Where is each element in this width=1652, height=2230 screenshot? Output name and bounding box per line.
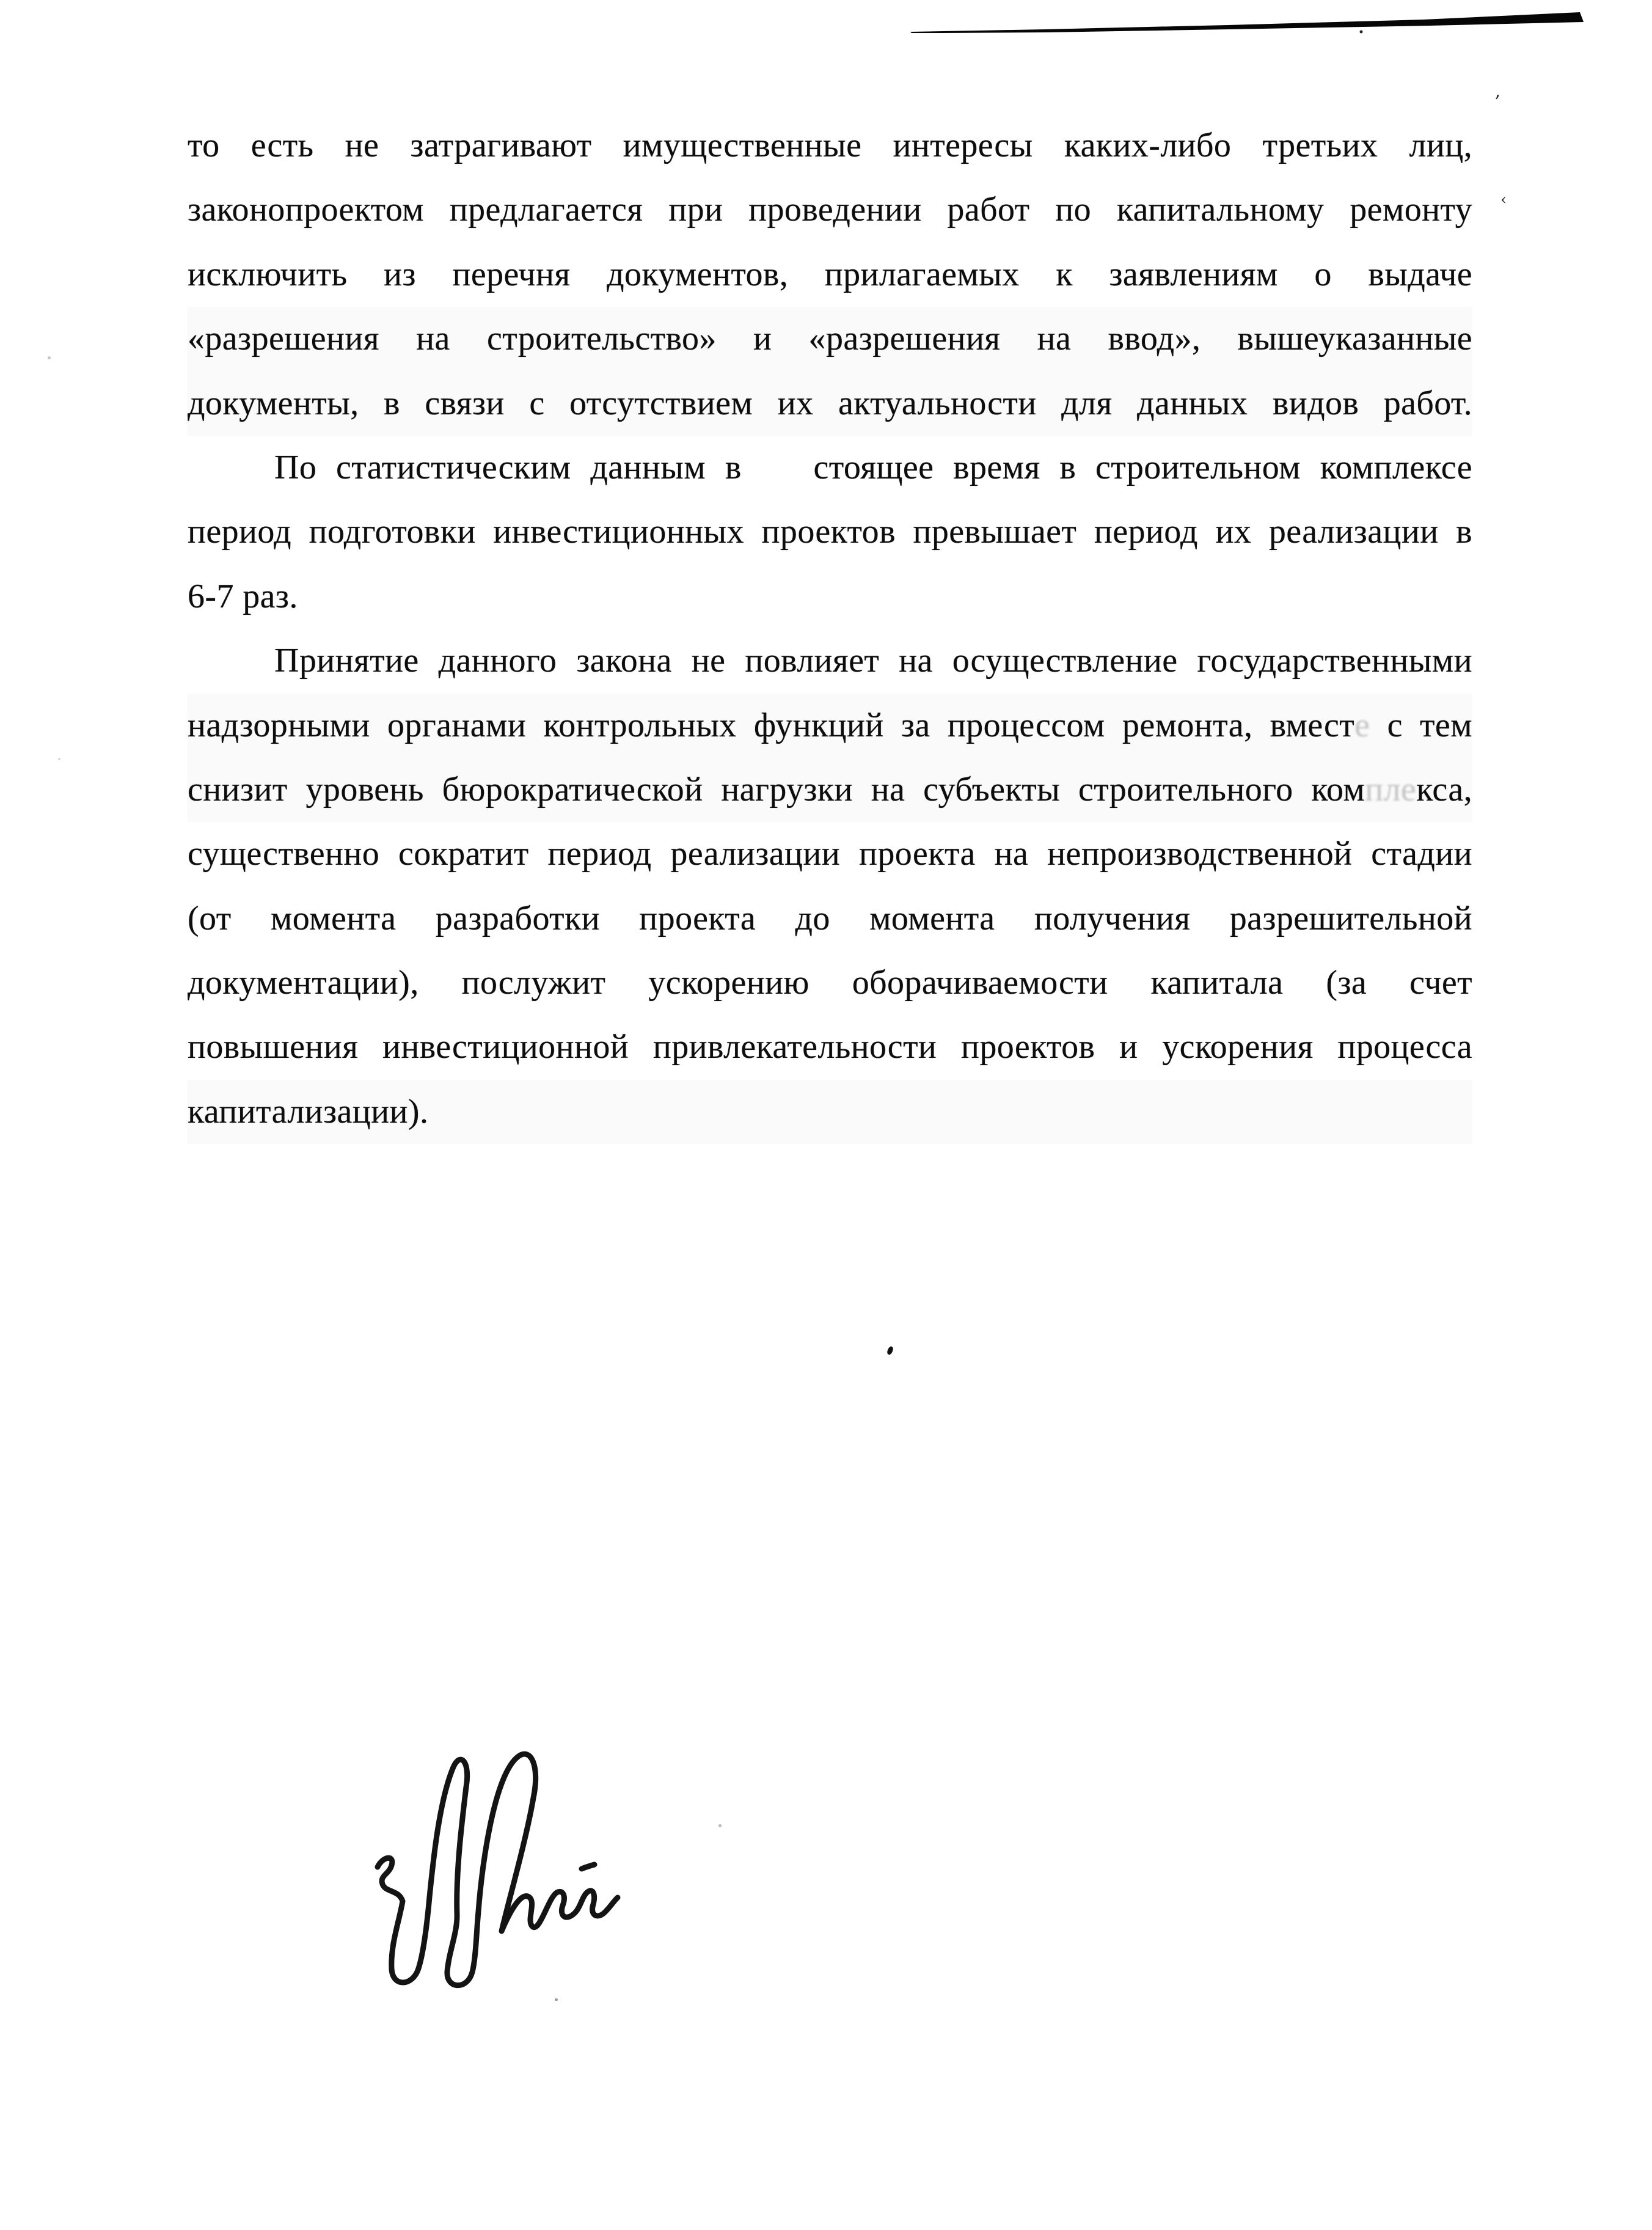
text-line: (от момента разработки проекта до момента получения разрешительной bbox=[188, 899, 1472, 937]
text-block bbox=[188, 114, 1472, 1144]
text-line: период подготовки инвестиционных проектов превышает период их реализации в bbox=[188, 513, 1472, 551]
text-line: «разрешения на строительство» и «разрешения на ввод», вышеуказанные bbox=[188, 320, 1472, 358]
ink-speck-artifact bbox=[58, 758, 60, 760]
text-line: исключить из перечня документов, прилагаемых к заявлениям о выдаче bbox=[188, 255, 1472, 293]
text-line bbox=[188, 694, 1472, 758]
text-line: существенно сократит период реализации проекта на непроизводственной стадии bbox=[188, 835, 1472, 873]
smudged-text: е bbox=[1354, 706, 1370, 744]
text-line: законопроектом предлагается при проведении работ по капитальному ремонту bbox=[188, 191, 1472, 229]
text-line: Принятие данного закона не повлияет на осуществление государственными bbox=[274, 642, 1472, 680]
ink-speck-artifact bbox=[718, 1824, 722, 1827]
text-line: капитализации). bbox=[188, 1092, 429, 1131]
ink-speck-artifact bbox=[48, 356, 51, 359]
text-line: 6-7 раз. bbox=[188, 577, 298, 615]
scan-streak-artifact bbox=[904, 0, 1595, 37]
ink-speck-artifact bbox=[555, 1998, 558, 2001]
text-segment: с тем bbox=[1370, 706, 1473, 744]
text-segment: стоящее время в строительном комплексе bbox=[813, 448, 1473, 486]
text-line bbox=[188, 758, 1472, 822]
text-line: то есть не затрагивают имущественные интересы каких-либо третьих лиц, bbox=[188, 127, 1472, 164]
text-segment: По статистическим данным в bbox=[274, 448, 742, 486]
text-line: документы, в связи с отсутствием их актуальности для данных видов работ. bbox=[188, 384, 1472, 422]
text-line: документации), послужит ускорению оборачиваемости капитала (за счет bbox=[188, 964, 1472, 1002]
text-segment: снизит уровень бюрократической нагрузки на субъекты строительного ком bbox=[188, 770, 1365, 809]
smudged-text: пле bbox=[1365, 770, 1417, 809]
ink-signature bbox=[342, 1729, 770, 2023]
ink-mark-artifact: ’ bbox=[1494, 92, 1500, 113]
text-segment: надзорными органами контрольных функций за процессом ремонта, вмест bbox=[188, 706, 1355, 744]
ink-speck-artifact bbox=[886, 1346, 894, 1355]
text-line: повышения инвестиционной привлекательности проектов и ускорения процесса bbox=[188, 1028, 1472, 1066]
ink-mark-artifact: ‹ bbox=[1500, 191, 1507, 209]
text-line bbox=[188, 436, 1472, 500]
text-segment: кса, bbox=[1416, 770, 1472, 809]
